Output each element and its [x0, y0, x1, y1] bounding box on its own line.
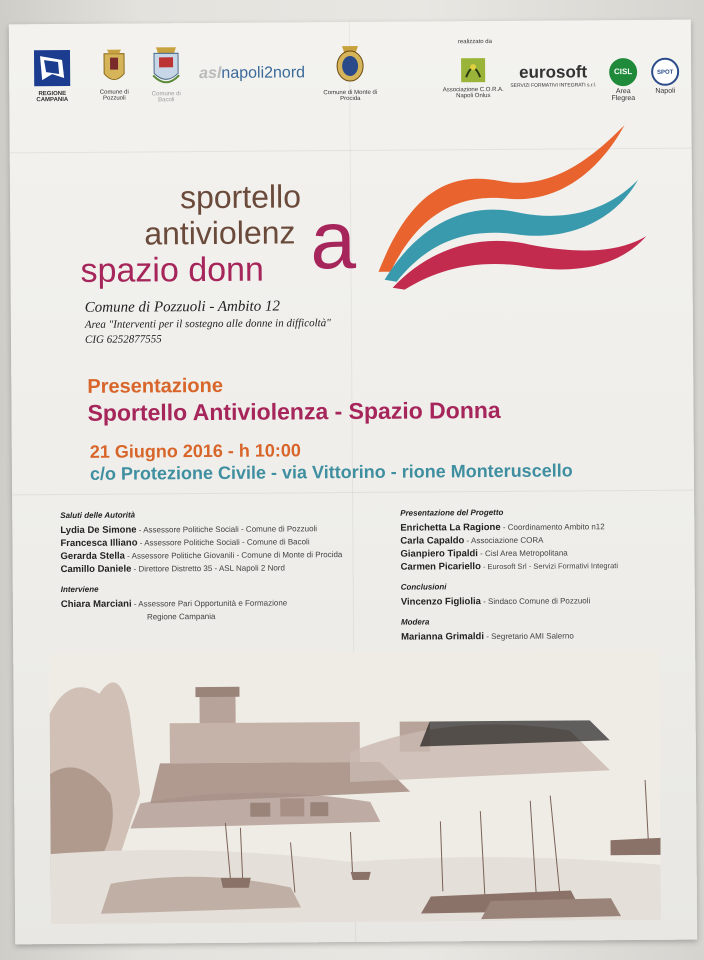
- pozzuoli-label: Comune di Pozzuoli: [99, 89, 129, 102]
- speaker-role: - Coordinamento Ambito n12: [500, 522, 605, 532]
- speaker-name: Chiara Marciani: [60, 598, 132, 611]
- program-row: [61, 561, 361, 576]
- comune-ambito: Comune di Pozzuoli - Ambito 12: [84, 298, 280, 316]
- program-row: [61, 609, 361, 624]
- speaker-role: - Assessore Politiche Sociali - Comune di Bacoli: [137, 537, 310, 548]
- cisl-label: CISL: [613, 67, 633, 77]
- event-date: 21 Giugno 2016 - h 10:00: [89, 440, 301, 462]
- logo-comune-pozzuoli: [91, 47, 137, 101]
- cig-code: CIG 6252877555: [84, 333, 162, 346]
- modera-heading: Modera: [400, 617, 430, 627]
- eurosoft-sub: SERVIZI FORMATIVI INTEGRATI s.r.l.: [510, 82, 597, 89]
- speaker-name: Gianpiero Tipaldi: [400, 548, 478, 560]
- cora-flower-icon: [458, 55, 488, 85]
- logo-asl-napoli2nord: [199, 64, 329, 83]
- ribbon-waves-icon: [369, 120, 650, 292]
- speaker-role: - Eurosoft Srl - Servizi Formativi Integrati: [480, 561, 619, 572]
- bacoli-label: Comune di Bacoli: [151, 91, 181, 104]
- cisl-badge: [609, 58, 637, 86]
- logo-cisl: [603, 58, 643, 102]
- program-row: [401, 559, 691, 574]
- progetto-heading: Presentazione del Progetto: [400, 507, 504, 518]
- saluti-heading: Saluti delle Autorità: [60, 510, 136, 521]
- speaker-role: Regione Campania: [146, 611, 216, 622]
- program-left: [60, 508, 361, 624]
- brand-big-a: a: [309, 194, 357, 287]
- program-row: [60, 522, 360, 537]
- speaker-role: - Assessore Politiche Sociali - Comune di Pozzuoli: [136, 524, 318, 535]
- speaker-role: - Cisl Area Metropolitana: [477, 548, 568, 559]
- regione-label: REGIONE CAMPANIA: [36, 90, 69, 104]
- spi-label: SPOT: [656, 69, 674, 76]
- speaker-name: Lydia De Simone: [60, 524, 137, 537]
- interviene-heading: Interviene: [60, 584, 99, 595]
- speaker-role: - Associazione CORA: [464, 535, 544, 546]
- logo-eurosoft: [509, 62, 597, 89]
- speaker-role: - Direttore Distretto 35 - ASL Napoli 2 Nord: [131, 563, 285, 574]
- speaker-role: - Sindaco Comune di Pozzuoli: [480, 596, 591, 607]
- logo-regione-campania: [23, 48, 81, 103]
- speaker-role: - Assessore Pari Opportunità e Formazione: [131, 598, 288, 609]
- logo-monte-di-procida: [321, 44, 379, 102]
- eurosoft-label: eurosoft: [519, 62, 588, 82]
- asl-label: napoli2nord: [221, 64, 306, 82]
- speaker-name: Carla Capaldo: [400, 535, 465, 547]
- asl-prefix: asl: [199, 64, 222, 83]
- regione-campania-emblem-icon: [32, 48, 72, 88]
- speaker-name: Francesca Illiano: [60, 537, 138, 550]
- brand-line-antiviolenz: antiviolenz: [144, 214, 296, 252]
- cisl-sub: Area Flegrea: [611, 88, 636, 103]
- monte-di-procida-crest-icon: [334, 44, 366, 88]
- speaker-role: - Segretario AMI Salerno: [483, 631, 574, 642]
- harbour-engraving-illustration: [49, 650, 661, 924]
- spi-sub: Napoli: [655, 87, 676, 95]
- event-title: Sportello Antiviolenza - Spazio Donna: [87, 396, 501, 426]
- brand-line-sportello: sportello: [179, 178, 302, 216]
- speaker-name: Vincenzo Figliolia: [400, 596, 481, 608]
- program-row: [401, 629, 691, 644]
- program-row: [60, 548, 360, 563]
- logo-associazione-cora: [441, 55, 505, 99]
- speaker-name: Camillo Daniele: [60, 563, 132, 576]
- speaker-name: Marianna Grimaldi: [401, 631, 485, 643]
- bacoli-crest-icon: [150, 45, 182, 89]
- monte-label: Comune di Monte di Procida: [323, 89, 378, 103]
- speaker-role: - Assessore Politiche Giovanili - Comune di Monte di Procida: [124, 550, 343, 561]
- speaker-name: Gerarda Stella: [60, 550, 125, 563]
- brand-line-spazio-donn: spazio donn: [80, 250, 265, 290]
- speaker-name: Carmen Picariello: [400, 561, 481, 573]
- program-row: [401, 594, 691, 609]
- event-place: c/o Protezione Civile - via Vittorino - rione Monteruscello: [89, 460, 573, 484]
- pozzuoli-crest-icon: [101, 48, 127, 88]
- spi-badge: [651, 58, 679, 86]
- area-interventi: Area "Interventi per il sostegno alle donne in difficoltà": [84, 317, 331, 331]
- logo-comune-bacoli: [143, 45, 189, 103]
- presentazione-heading: Presentazione: [87, 374, 224, 398]
- conclusioni-heading: Conclusioni: [400, 582, 447, 592]
- realizzato-da-label: realizzato da: [457, 39, 492, 46]
- poster: [9, 20, 697, 945]
- speaker-name: Enrichetta La Ragione: [400, 521, 501, 534]
- logo-spi: [647, 58, 683, 95]
- cora-label: Associazione C.O.R.A. Napoli Onlus: [442, 86, 504, 100]
